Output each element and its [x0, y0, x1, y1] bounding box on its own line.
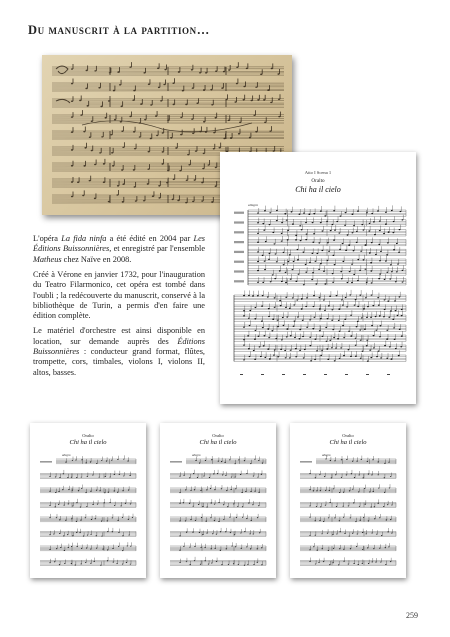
page-title: Du manuscrit à la partition… — [28, 23, 210, 37]
score-character: Oralto — [311, 178, 325, 184]
score-title: Chi ha il cielo — [329, 439, 367, 446]
svg-text:allegro: allegro — [192, 453, 201, 457]
svg-text:allegro: allegro — [248, 203, 258, 207]
paragraph-2: Créé à Vérone en janvier 1732, pour l'inauguration du Teatro Filarmonico, cet opéra est tombé dans l'oubli ; la redécouverte du manuscrit, conservé à la bibliothèque de Turin, a permis d'en faire une édition complète. — [33, 269, 205, 321]
score-page-main — [220, 152, 416, 404]
svg-text:allegro: allegro — [322, 453, 331, 457]
paragraph-1: L'opéra La fida ninfa a été édité en 2004 par Les Éditions Buissonnières, et enregistré par l'ensemble Matheus chez Naïve en 2008. — [33, 234, 206, 264]
score-character: Oralto — [82, 433, 94, 438]
paragraph-3: Le matériel d'orchestre est ainsi disponible en location, sur demande auprès des Éditions Buissonnières : conducteur grand format, flûtes, trompette, cors, timbales, violons I, violons II, altos, basses. — [33, 326, 205, 377]
score-character: Oralto — [342, 433, 354, 438]
body-text — [33, 234, 205, 383]
score-title: Chi ha il cielo — [69, 439, 107, 446]
score-page-part-2 — [160, 423, 276, 578]
score-title: Chi ha il cielo — [295, 185, 341, 194]
score-page-part-3 — [290, 423, 406, 578]
score-character: Oralto — [212, 433, 224, 438]
score-title: Chi ha il cielo — [199, 439, 237, 446]
svg-text:allegro: allegro — [62, 453, 71, 457]
score-page-part-1 — [30, 423, 146, 578]
page-number: 259 — [406, 611, 418, 620]
score-act: Atto I Scena 1 — [304, 170, 332, 175]
